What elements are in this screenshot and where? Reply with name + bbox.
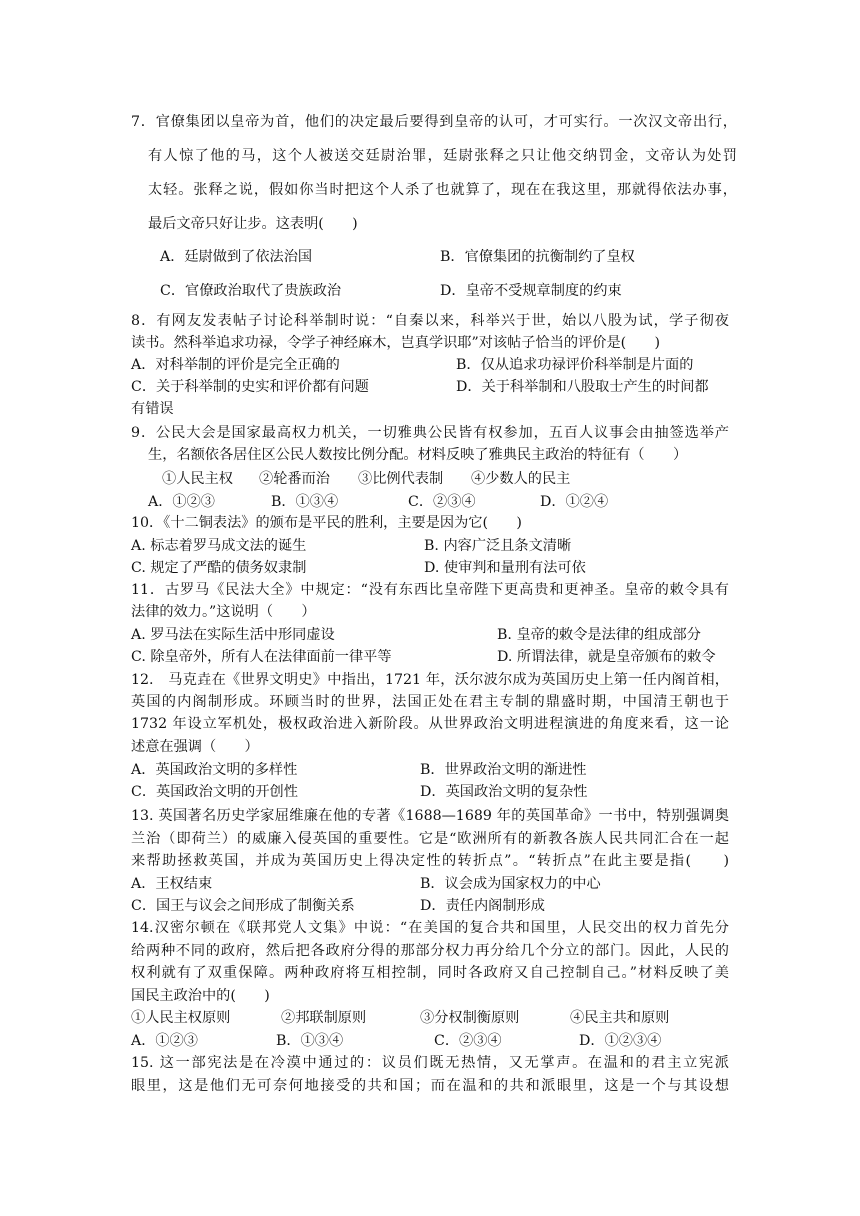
q10-option-c: C. 规定了严酷的债务奴隶制 [131,560,307,576]
q13-option-d: D．责任内阁制形成 [420,898,545,914]
q13-option-b: B．议会成为国家权力的中心 [420,876,601,892]
q11-option-b: B. 皇帝的敕令是法律的组成部分 [497,627,701,643]
q8-option-d-cont: 有错误 [131,401,174,417]
q10-option-b: B. 内容广泛且条文清晰 [424,538,572,554]
q14-item-1: ①人民主权原则 [131,1010,231,1026]
q12-option-c: C．英国政治文明的开创性 [131,784,298,800]
q13-stem-line-1: 13. 英国著名历史学家屈维廉在他的专著《1688—1689 年的英国革命》一书中，特别强调奥 [131,808,729,824]
q10-option-a: A. 标志着罗马成文法的诞生 [131,538,307,554]
q14-item-3: ③分权制衡原则 [420,1010,520,1026]
q13-stem-line-2: 兰治（即荷兰）的威廉入侵英国的重要性。它是“欧洲所有的新教各族人民共同汇合在一起 [131,831,729,847]
q8-stem-line-1: 8．有网友发表帖子讨论科举制时说：“自秦以来，科举兴于世，始以八股为试，学子彻夜 [131,313,729,329]
q12-option-d: D．英国政治文明的复杂性 [420,784,588,800]
q12-option-a: A．英国政治文明的多样性 [131,762,298,778]
q12-option-b: B．世界政治文明的渐进性 [420,762,587,778]
q11-option-d: D. 所谓法律，就是皇帝颁布的敕令 [497,649,716,665]
q10-stem-line-1: 10．《十二铜表法》的颁布是平民的胜利，主要是因为它( ) [131,515,522,531]
q14-item-4: ④民主共和原则 [570,1010,670,1026]
q9-item-3: ③比例代表制 [358,471,444,487]
q14-option-d: D．①②③④ [579,1033,662,1049]
q13-option-c: C．国王与议会之间形成了制衡关系 [131,898,355,914]
q9-item-2: ②轮番而治 [259,471,330,487]
q14-stem-line-2: 给两种不同的政府，然后把各政府分得的那部分权力再分给几个分立的部门。因此，人民的 [131,943,729,959]
q12-stem-line-4: 述意在强调（ ） [131,739,259,755]
q12-stem-line-2: 英国的内阁制形成。环顾当时的世界，法国正处在君主专制的鼎盛时期，中国清王朝也于 [131,694,729,710]
q9-stem-line-2: 生，名额依各居住区公民人数按比例分配。材料反映了雅典民主政治的特征有（ ） [148,447,688,463]
q15-stem-line-1: 15. 这一部宪法是在冷漠中通过的：议员们既无热情，又无掌声。在温和的君主立宪派 [131,1055,729,1071]
q7-stem-line-4: 最后文帝只好让步。这表明( ) [148,216,358,232]
q14-stem-line-3: 权利就有了双重保障。两种政府将互相控制，同时各政府又自己控制自己。”材料反映了美 [131,965,729,981]
q7-option-b: B．官僚集团的抗衡制约了皇权 [440,249,635,265]
q8-option-c: C．关于科举制的史实和评价都有问题 [131,379,369,395]
q7-option-a: A．廷尉做到了依法治国 [160,249,313,265]
q14-option-c: C．②③④ [434,1033,502,1049]
q7-stem-line-3: 太轻。张释之说，假如你当时把这个人杀了也就算了，现在在我这里，那就得依法办事， [148,182,737,198]
q14-stem-line-4: 国民主政治中的( ) [131,988,270,1004]
q9-item-4: ④少数人的民主 [471,471,571,487]
q8-option-b: B．仅从追求功禄评价科举制是片面的 [456,357,694,373]
q14-stem-line-1: 14.汉密尔顿在《联邦党人文集》中说：“在美国的复合共和国里，人民交出的权力首先分 [131,920,729,936]
q14-option-a: A．①②③ [131,1033,198,1049]
q11-option-c: C. 除皇帝外，所有人在法律面前一律平等 [131,649,392,665]
q9-option-b: B．①③④ [271,494,339,510]
q10-option-d: D. 使审判和量刑有法可依 [424,560,586,576]
q9-stem-line-1: 9．公民大会是国家最高权力机关，一切雅典公民皆有权参加，五百人议事会由抽签选举产 [131,425,729,441]
q8-stem-line-2: 读书。然科举追求功禄，令学子神经麻木，岂真学识耶”对该帖子恰当的评价是( ) [131,335,661,351]
q14-option-b: B．①③④ [276,1033,344,1049]
q8-option-a: A．对科举制的评价是完全正确的 [131,357,340,373]
q12-stem-line-1: 12. 马克垚在《世界文明史》中指出，1721 年，沃尔波尔成为英国历史上第一任内阁首相， [131,672,729,688]
q7-option-c: C．官僚政治取代了贵族政治 [160,283,342,299]
q9-option-c: C．②③④ [408,494,476,510]
q7-option-d: D．皇帝不受规章制度的约束 [440,283,622,299]
q7-stem-line-2: 有人惊了他的马，这个人被送交廷尉治罪，廷尉张释之只让他交纳罚金，文帝认为处罚 [148,148,737,164]
q11-stem-line-1: 11．古罗马《民法大全》中规定：“没有东西比皇帝陛下更高贵和更神圣。皇帝的敕令具有 [131,582,729,598]
q9-option-a: A．①②③ [148,494,215,510]
q8-option-d: D．关于科举制和八股取士产生的时间都 [456,379,709,395]
q13-stem-line-3: 来帮助拯救英国，并成为英国历史上得决定性的转折点”。“转折点”在此主要是指( ) [131,853,729,869]
q11-option-a: A. 罗马法在实际生活中形同虚设 [131,627,335,643]
q7-stem-line-1: 7．官僚集团以皇帝为首，他们的决定最后要得到皇帝的认可，才可实行。一次汉文帝出行， [131,114,737,130]
q11-stem-line-2: 法律的效力。”这说明（ ） [131,604,316,620]
q13-option-a: A．王权结束 [131,876,213,892]
q12-stem-line-3: 1732 年设立军机处，极权政治进入新阶段。从世界政治文明进程演进的角度来看，这一论 [131,716,729,732]
q9-option-d: D．①②④ [540,494,609,510]
q15-stem-line-2: 眼里，这是他们无可奈何地接受的共和国；而在温和的共和派眼里，这是一个与其设想 [131,1078,729,1094]
q9-item-1: ①人民主权 [162,471,233,487]
q14-item-2: ②邦联制原则 [281,1010,367,1026]
